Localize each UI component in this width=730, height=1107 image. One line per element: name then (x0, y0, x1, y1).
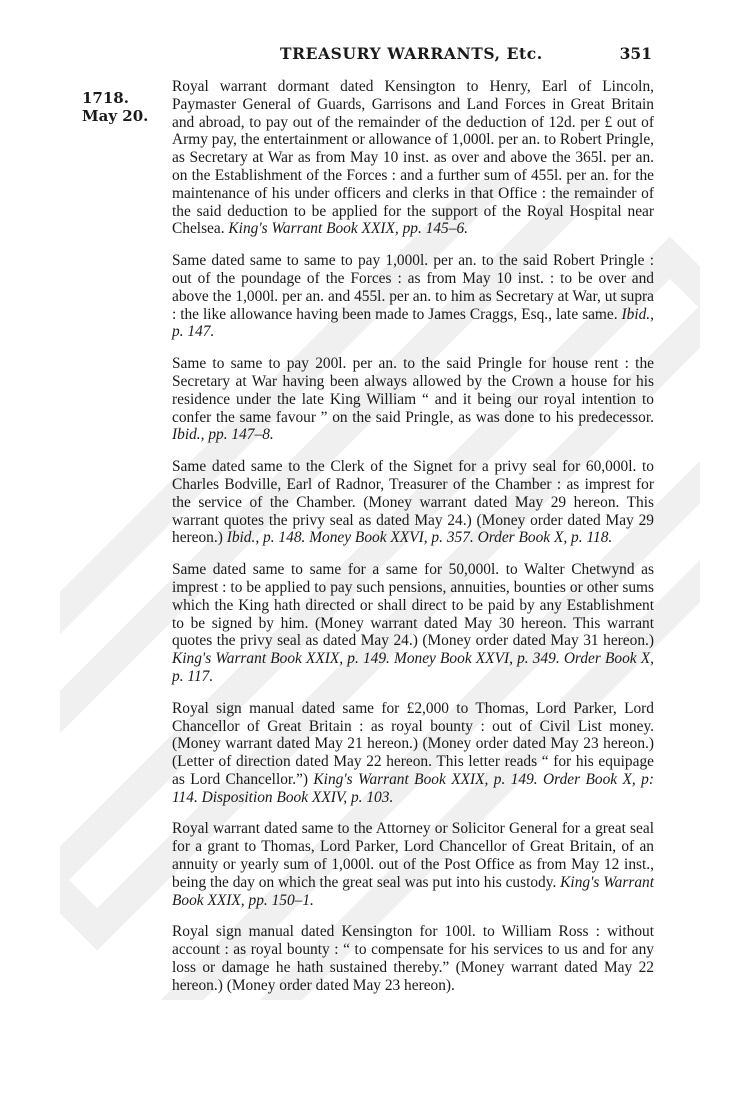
entry-paragraph: Royal sign manual dated Kensington for 100l. to William Ross : without account : as royal bounty : “ to compensate for his services to us and for any loss or damage he hath sustained thereby.” (Money warrant dated May 22 hereon.) (Money order dated May 23 hereon). (172, 923, 654, 994)
entry-paragraph: Same dated same to the Clerk of the Signet for a privy seal for 60,000l. to Charles Bodville, Earl of Radnor, Treasurer of the Chamber : as imprest for the service of the Chamber. (Money warrant dated May 29 hereon. This warrant quotes the privy seal as dated May 24.) (Money order dated May 29 hereon.) Ibid., p. 148. Money Book XXVI, p. 357. Order Book X, p. 118. (172, 458, 654, 547)
entry-paragraph: Same dated same to same to pay 1,000l. per an. to the said Robert Pringle : out of the poundage of the Forces : as from May 10 inst. : to be over and above the 1,000l. per an. and 455l. per an. to him as Secretary at War, ut supra : the like allowance having been made to James Craggs, Esq., late same. Ibid., p. 147. (172, 252, 654, 341)
page-number: 351 (619, 44, 652, 63)
margin-year: 1718. (82, 89, 129, 107)
entry-paragraph: Royal warrant dormant dated Kensington to Henry, Earl of Lincoln, Paymaster General of Guards, Garrisons and Land Forces in Great Britain and abroad, to pay out of the remainder of the deduction of 12d. per £ out of Army pay, the entertainment or allowance of 1,000l. per an. to Robert Pringle, as Secretary at War as from May 10 inst. as over and above the 365l. per an. on the Establishment of the Forces : and a further sum of 455l. per an. for the maintenance of his under officers and clerks in that Office : the remainder of the said deduction to be applied for the support of the Royal Hospital near Chelsea. King's Warrant Book XXIX, pp. 145–6. (172, 78, 654, 238)
document-body (172, 78, 654, 1009)
running-head: TREASURY WARRANTS, Etc. (280, 44, 543, 63)
entry-paragraph: Same dated same to same for a same for 50,000l. to Walter Chetwynd as imprest : to be applied to pay such pensions, annuities, bounties or other sums which the King hath directed or shall direct to be paid by any Establishment to be signed by him. (Money warrant dated May 30 hereon. This warrant quotes the privy seal as dated May 24.) (Money order dated May 31 hereon.) King's Warrant Book XXIX, p. 149. Money Book XXVI, p. 349. Order Book X, p. 117. (172, 561, 654, 685)
entry-paragraph: Royal sign manual dated same for £2,000 to Thomas, Lord Parker, Lord Chancellor of Great Britain : as royal bounty : out of Civil List money. (Money warrant dated May 21 hereon.) (Money order dated May 23 hereon.) (Letter of direction dated May 22 hereon. This letter reads “ for his equipage as Lord Chancellor.”) King's Warrant Book XXIX, p. 149. Order Book X, p: 114. Disposition Book XXIV, p. 103. (172, 699, 654, 806)
margin-date: May 20. (82, 107, 149, 125)
entry-paragraph: Same to same to pay 200l. per an. to the said Pringle for house rent : the Secretary at War having been always allowed by the Crown a house for his residence under the late King William “ and it being our royal intention to confer the same favour ” on the said Pringle, as was done to his predecessor. Ibid., pp. 147–8. (172, 355, 654, 444)
entry-paragraph: Royal warrant dated same to the Attorney or Solicitor General for a great seal for a grant to Thomas, Lord Parker, Lord Chancellor of Great Britain, of an annuity or yearly sum of 1,000l. out of the Post Office as from May 12 inst., being the day on which the great seal was put into his custody. King's Warrant Book XXIX, pp. 150–1. (172, 820, 654, 909)
page-header (0, 44, 730, 68)
